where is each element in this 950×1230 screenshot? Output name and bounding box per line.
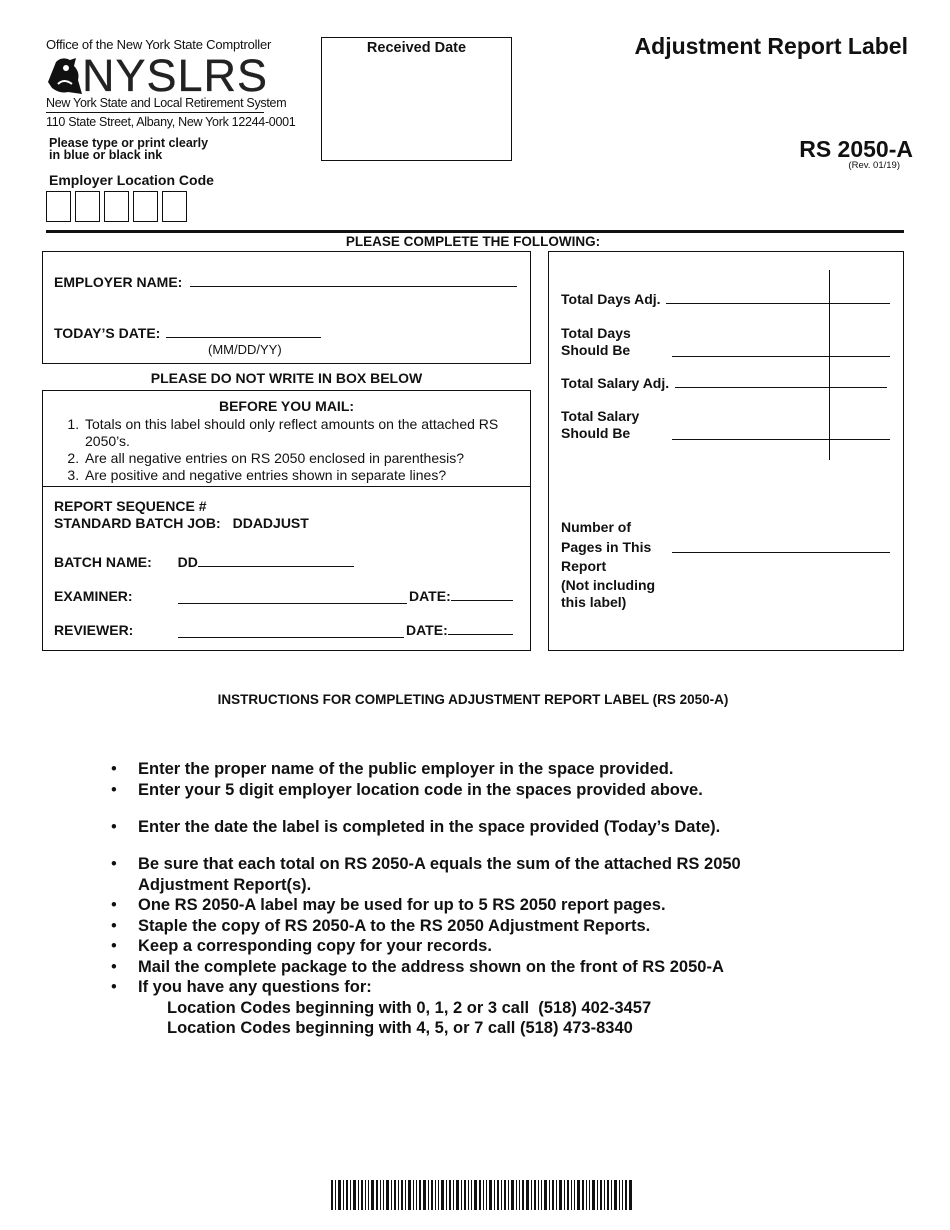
divider [43, 486, 530, 487]
report-sequence: REPORT SEQUENCE # [54, 498, 207, 514]
contact-line-2: Location Codes beginning with 4, 5, or 7 call (518) 473-8340 [167, 1019, 633, 1037]
batch-name-field[interactable] [198, 566, 354, 567]
examiner-date-label: DATE: [409, 588, 451, 604]
location-code-box[interactable] [46, 191, 71, 222]
list-item: • Keep a corresponding copy for your records. [111, 936, 801, 957]
pages-note-1: (Not including [561, 577, 656, 593]
barcode [331, 1180, 633, 1210]
total-salary-adj-label: Total Salary Adj. [561, 375, 670, 391]
total-days-should-be-field[interactable] [672, 344, 890, 357]
list-item: 1. Totals on this label should only reflect amounts on the attached RS 2050’s. [83, 416, 504, 450]
batch-name-label: BATCH NAME: [54, 554, 152, 570]
nyslrs-logo [44, 50, 269, 101]
total-salary-should-be-label: Total Salary [561, 408, 640, 424]
examiner-date-field[interactable] [451, 600, 513, 601]
received-date-label: Received Date [366, 40, 467, 56]
instructions-list-1 [111, 759, 841, 800]
ink-note-line-1: Please type or print clearly [49, 136, 209, 150]
todays-date-label: TODAY’S DATE: [54, 325, 161, 341]
examiner-label: EXAMINER: [54, 588, 133, 604]
list-item: • Be sure that each total on RS 2050-A equals the sum of the attached RS 2050 Adjustment Report(s). [111, 854, 801, 895]
total-days-adj-field[interactable] [666, 303, 890, 304]
total-salary-should-be-field[interactable] [672, 427, 890, 440]
header-rule [46, 112, 264, 113]
instructions-heading: INSTRUCTIONS FOR COMPLETING ADJUSTMENT REPORT LABEL (RS 2050-A) [217, 692, 729, 707]
date-format-hint: (MM/DD/YY) [208, 342, 282, 357]
revision: (Rev. 01/19) [848, 160, 900, 171]
pages-label-3: Report [561, 558, 607, 574]
eagle-icon [44, 54, 84, 96]
location-code-box[interactable] [133, 191, 158, 222]
todays-date-field[interactable] [166, 337, 321, 338]
form-number: RS 2050-A [799, 136, 913, 162]
pages-note-2: this label) [561, 594, 627, 610]
list-item: 3. Are positive and negative entries shown in separate lines? [83, 467, 504, 484]
pages-label-1: Number of [561, 519, 631, 535]
section-rule [46, 230, 904, 233]
contact-line-1: Location Codes beginning with 0, 1, 2 or 3 call (518) 402-3457 [167, 998, 652, 1017]
pages-field[interactable] [672, 540, 890, 553]
location-code-box[interactable] [162, 191, 187, 222]
standard-batch-job-label: STANDARD BATCH JOB: [54, 515, 221, 531]
examiner-field[interactable] [178, 589, 407, 604]
total-days-should-be-label-2: Should Be [561, 342, 631, 358]
list-item: • If you have any questions for: [111, 977, 801, 998]
total-salary-should-be-label-2: Should Be [561, 425, 631, 441]
total-days-adj-label: Total Days Adj. [561, 291, 661, 307]
instructions-list-3 [111, 854, 801, 1039]
location-code-box[interactable] [104, 191, 129, 222]
pages-label-2: Pages in This [561, 538, 652, 555]
location-code-box[interactable] [75, 191, 100, 222]
batch-name-prefix: DD [177, 554, 198, 570]
office-name: Office of the New York State Comptroller [46, 37, 272, 52]
form-title: Adjustment Report Label [634, 33, 908, 59]
list-item: • Staple the copy of RS 2050-A to the RS 2050 Adjustment Reports. [111, 916, 801, 937]
location-code-label: Employer Location Code [49, 172, 214, 188]
address: 110 State Street, Albany, New York 12244-0001 [46, 115, 296, 129]
employer-name-field[interactable] [190, 286, 517, 287]
employer-name-label: EMPLOYER NAME: [54, 274, 183, 290]
list-item: • Enter the date the label is completed in the space provided (Today’s Date). [111, 817, 841, 838]
do-not-write-notice: PLEASE DO NOT WRITE IN BOX BELOW [150, 370, 423, 386]
ink-note-line-2: in blue or black ink [49, 148, 163, 162]
list-item: • One RS 2050-A label may be used for up to 5 RS 2050 report pages. [111, 895, 801, 916]
complete-heading: PLEASE COMPLETE THE FOLLOWING: [345, 234, 601, 249]
total-days-should-be-label: Total Days [561, 325, 631, 341]
before-mail-heading: BEFORE YOU MAIL: [218, 398, 355, 414]
before-mail-list [43, 416, 504, 484]
instructions-list-2 [111, 817, 841, 838]
total-salary-adj-field[interactable] [675, 387, 887, 388]
list-item: • Enter the proper name of the public employer in the space provided. [111, 759, 841, 780]
system-name: New York State and Local Retirement System [46, 96, 287, 110]
reviewer-date-label: DATE: [406, 622, 448, 638]
logo-text: NYSLRS [82, 50, 269, 101]
ink-note [49, 137, 208, 161]
totals-box [548, 251, 904, 651]
employer-info-box [42, 251, 531, 364]
reviewer-label: REVIEWER: [54, 622, 134, 638]
received-date-box[interactable] [321, 37, 512, 161]
list-item: • Mail the complete package to the address shown on the front of RS 2050-A [111, 957, 801, 978]
list-item: • Enter your 5 digit employer location code in the spaces provided above. [111, 780, 841, 801]
standard-batch-job-value: DDADJUST [232, 515, 309, 531]
reviewer-date-field[interactable] [448, 634, 513, 635]
list-item: 2. Are all negative entries on RS 2050 enclosed in parenthesis? [83, 450, 504, 467]
reviewer-field[interactable] [178, 623, 404, 638]
office-use-box [42, 390, 531, 651]
